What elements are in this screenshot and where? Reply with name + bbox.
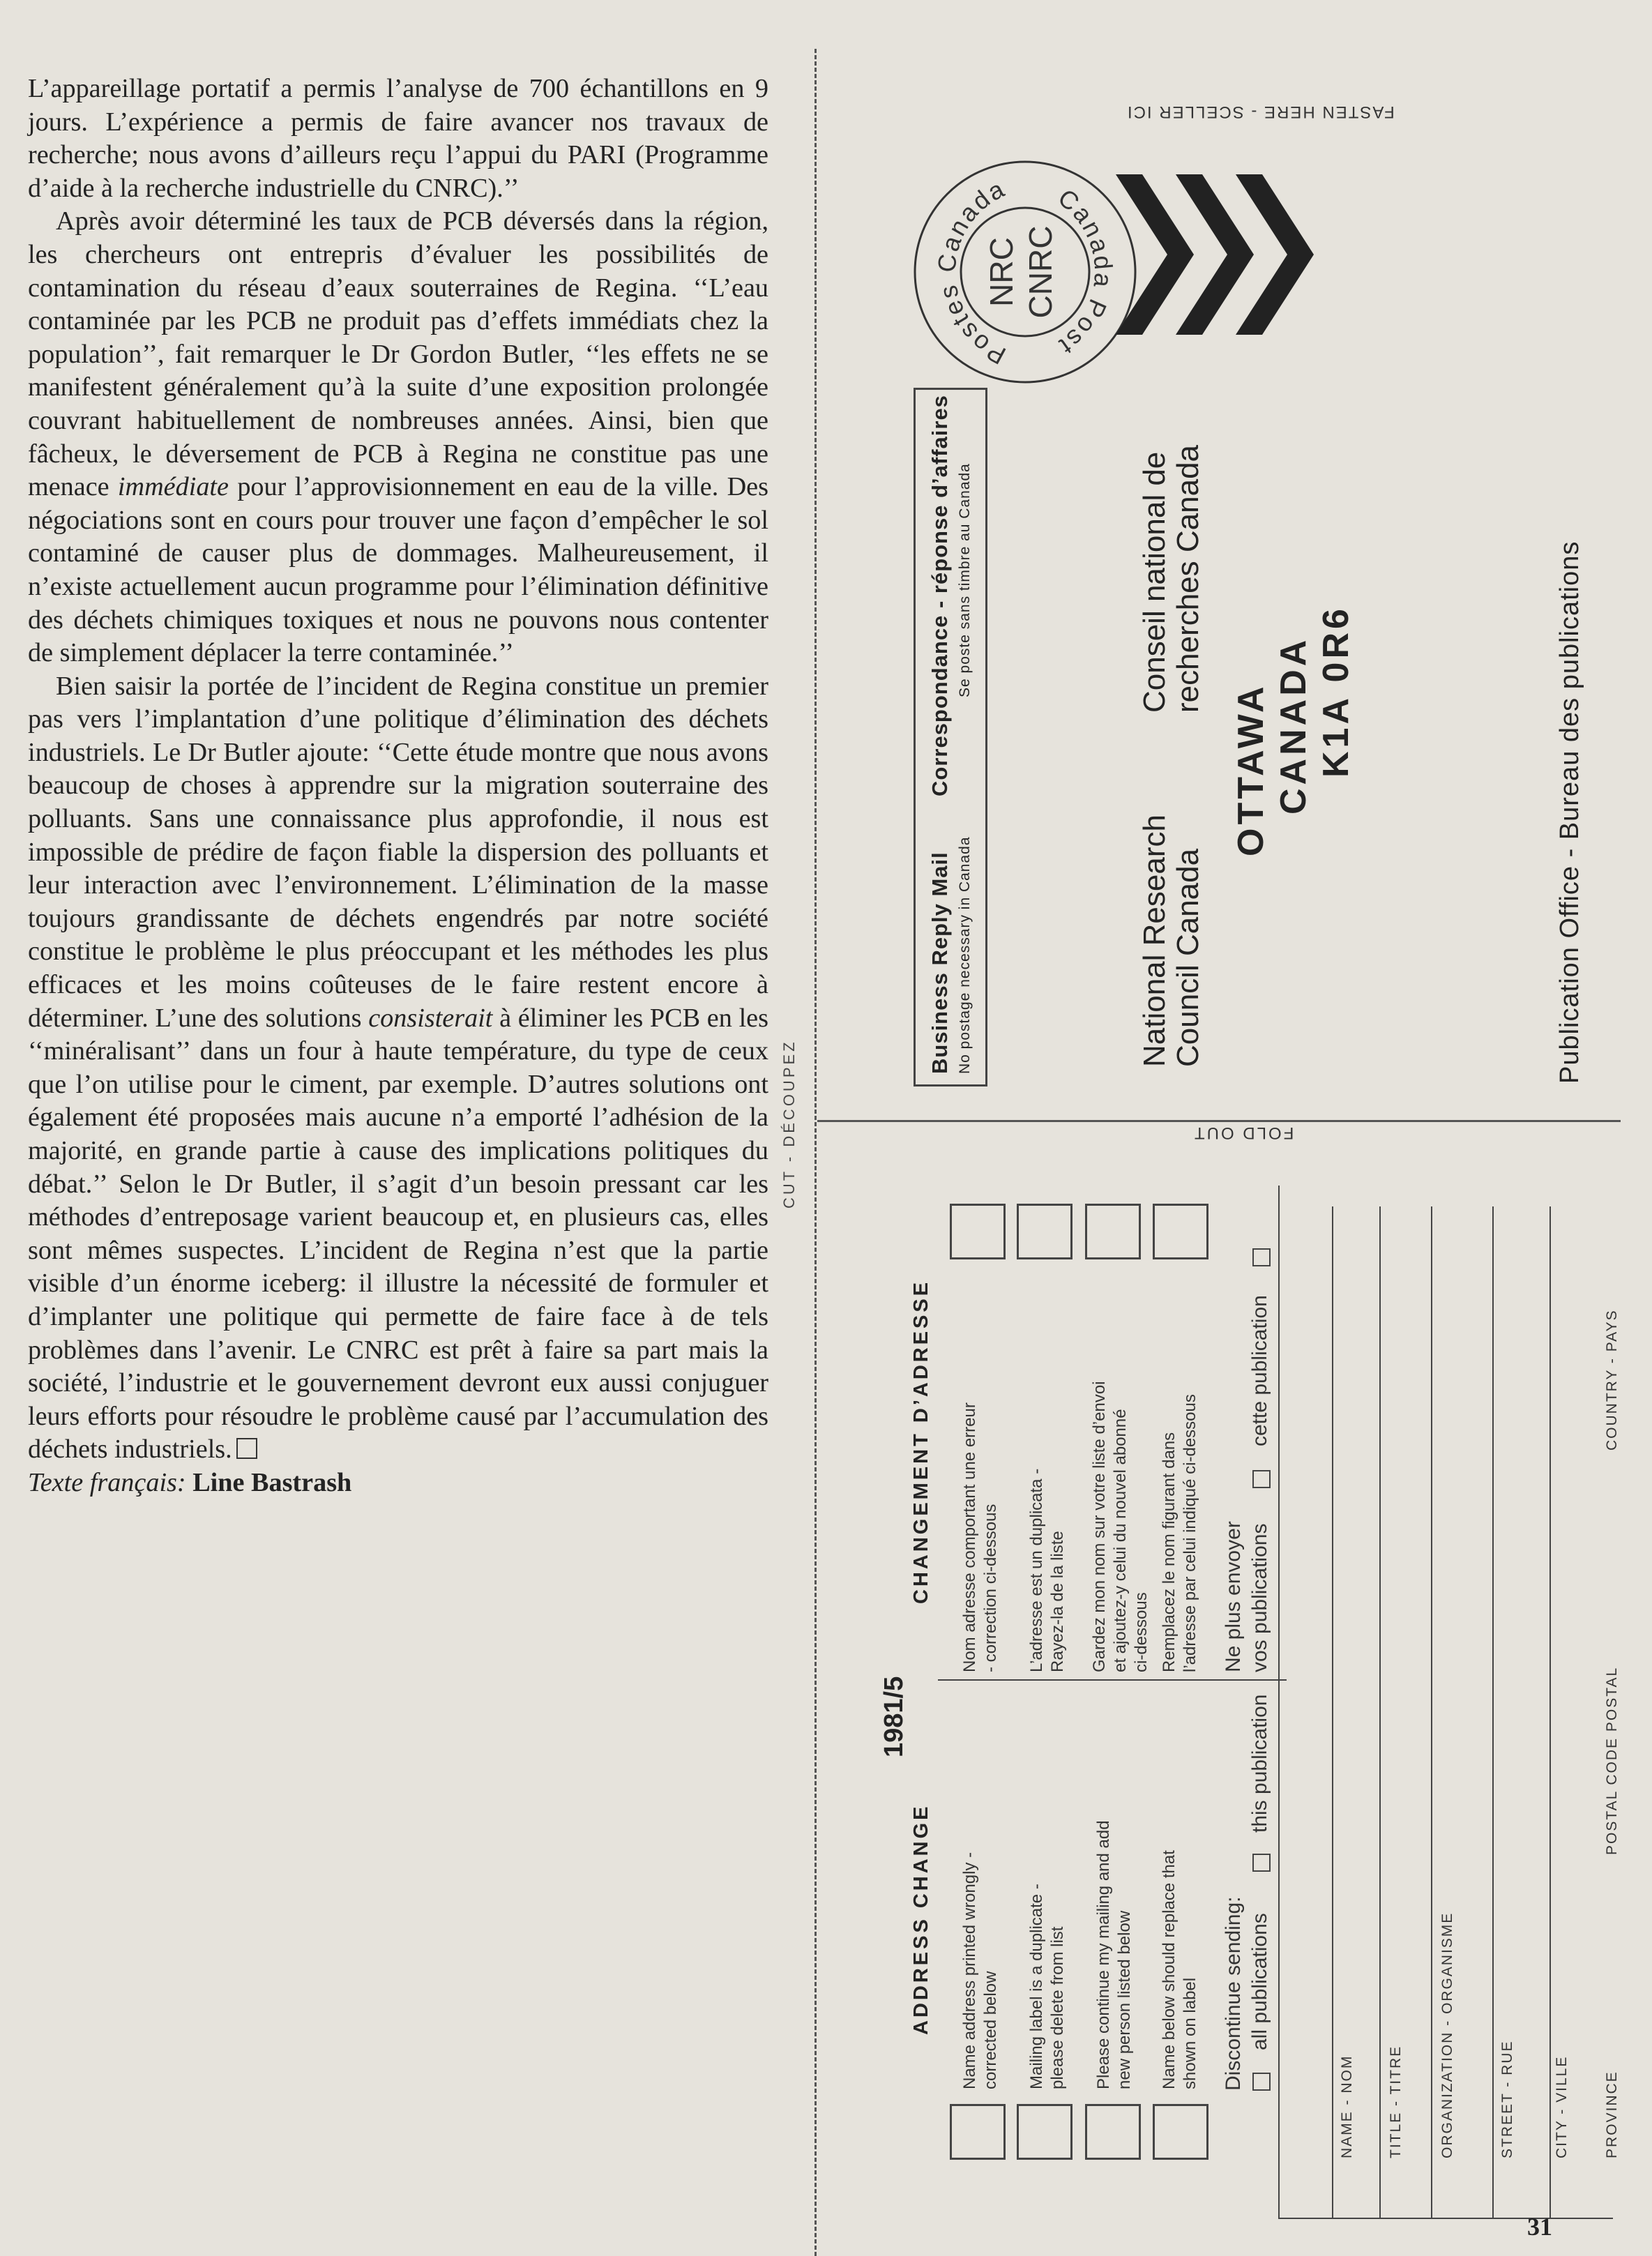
stamp-nrc: NRC	[983, 237, 1020, 307]
article-text: à éliminer les PCB en les ‘‘minéralisant’’ dans un four à haute température, du type de ceux que l’on utilise pour le ciment, par exemple. D’autres solutions ont également été proposées mais aucune n’a emporté l’adhésion de la majorité, en grande partie à cause des implications politiques du débat.’’ Selon le Dr Butler, il s’agit d’un besoin pressant car les méthodes d’entreposage varient beaucoup et, en plusieurs cas, elles sont mêmes suspectes. L’incident de Regina n’est que la partie visible d’un énorme iceberg: il illustre la nécessité de formuler et d’implanter une politique qui permette de faire face à de tels problèmes dans l’avenir. Le CNRC est prêt à faire sa part mais la société, l’industrie et le gouvernement devront eux aussi conjuguer leurs efforts pour résoudre le problème causé par l’accumulation des déchets industriels.	[28, 1003, 768, 1464]
option-line: Name address printed wrongly -	[960, 1852, 979, 2089]
option-fr-4-checkbox[interactable]	[1153, 1204, 1208, 1259]
page-number: 31	[1527, 2213, 1552, 2241]
form-field-line	[1332, 1206, 1333, 2218]
form-bottom-line	[1278, 2218, 1613, 2219]
option-line: Mailing label is a duplicate -	[1027, 1884, 1046, 2089]
field-street-label[interactable]: STREET - RUE	[1499, 2040, 1515, 2158]
form-issue-number: 1981/5	[879, 1676, 909, 1757]
discontinue-this-en-label: this publication	[1248, 1694, 1271, 1833]
option-fr-2-label	[1026, 1469, 1068, 1672]
stamp-bottom-text: Canada Post	[1052, 183, 1119, 362]
field-country-label[interactable]: COUNTRY - PAYS	[1604, 1309, 1620, 1451]
option-en-2-label	[1026, 1884, 1068, 2089]
option-line: Name below should replace that	[1160, 1850, 1179, 2089]
translation-credit	[28, 1467, 768, 1500]
field-postal-code-label[interactable]: POSTAL CODE POSTAL	[1604, 1666, 1620, 1855]
business-reply-fr-sub: Se poste sans timbre au Canada	[957, 463, 973, 697]
field-name-label[interactable]: NAME - NOM	[1339, 2054, 1355, 2158]
discontinue-this-fr-label: cette publication	[1248, 1295, 1271, 1446]
field-city-label[interactable]: CITY - VILLE	[1554, 2055, 1570, 2158]
option-fr-3-label	[1089, 1381, 1152, 1672]
article-paragraph-2	[28, 205, 768, 669]
stamp-cnrc: CNRC	[1022, 225, 1059, 319]
form-title-en: ADDRESS CHANGE	[910, 1803, 932, 2035]
option-line: corrected below	[981, 1971, 1000, 2089]
option-line: Remplacez le nom figurant dans	[1160, 1432, 1179, 1672]
form-field-line	[1278, 1186, 1280, 2218]
option-line: Rayez-la de la liste	[1048, 1531, 1067, 1672]
nrc-name-en-line2: Council Canada	[1171, 848, 1205, 1067]
form-field-line	[1492, 1206, 1494, 2218]
article-emphasis: immédiate	[117, 472, 229, 502]
publication-office: Publication Office - Bureau des publications	[1555, 540, 1584, 1084]
business-reply-fr: Correspondance - réponse d’affaires	[927, 395, 952, 796]
fold-out-label: FOLD OUT	[1192, 1123, 1294, 1142]
credit-label: Texte français:	[28, 1467, 186, 1497]
discontinue-all-fr-checkbox[interactable]	[1252, 1470, 1271, 1488]
business-reply-en: Business Reply Mail	[927, 851, 952, 1074]
option-en-4-checkbox[interactable]	[1153, 2104, 1208, 2160]
discontinue-this-en-checkbox[interactable]	[1252, 1854, 1271, 1872]
article-text: pour l’approvisionnement en eau de la ville. Des négociations sont en cours pour trouver une façon d’empêcher le sol contaminé de causer plus de dommages. Malheureusement, il n’existe actuellement aucun programme pour l’élimination définitive des déchets chimiques toxiques et nous ne pouvons nous contenter de simplement déplacer la terre contaminée.’’	[28, 472, 768, 668]
article-column	[28, 73, 768, 1500]
article-paragraph-3	[28, 670, 768, 1467]
discontinue-all-en-checkbox[interactable]	[1252, 2073, 1271, 2091]
option-en-3-label	[1093, 1820, 1135, 2089]
option-line: please delete from list	[1048, 1926, 1067, 2089]
article-text: Bien saisir la portée de l’incident de Regina constitue un premier pas vers l’implantation d’une politique d’élimination des déchets industriels. Le Dr Butler ajoute: ‘‘Cette étude montre que nous avons beaucoup de choses à apprendre sur la migration souterraine des polluants. Sans une connaissance plus approfondie, il nous est impossible de prédire de façon fiable la dispersion des polluants et leur interaction avec l’environnement. L’élimination de la masse toujours grandissante de déchets engendrés par notre société constitue le problème le plus préoccupant et les méthodes les plus efficaces et les moins coûteuses de le faire restent encore à déterminer. L’une des solutions	[28, 671, 768, 1033]
fasten-label: FASTEN HERE - SCELLER ICI	[1126, 103, 1395, 121]
business-reply-en-sub: No postage necessary in Canada	[957, 836, 973, 1074]
address-postal-code: K1A 0R6	[1316, 605, 1356, 778]
option-fr-4-label	[1159, 1394, 1201, 1672]
svg-text:Canada Post	[1053, 183, 1119, 361]
option-line: shown on label	[1181, 1977, 1199, 2089]
option-line: Please continue my mailing and add	[1094, 1820, 1113, 2089]
option-line: L’adresse est un duplicata -	[1027, 1468, 1046, 1672]
form-center-divider	[938, 1679, 1287, 1681]
option-en-2-checkbox[interactable]	[1017, 2104, 1073, 2160]
option-line: l’adresse par celui indiqué ci-dessous	[1181, 1394, 1199, 1672]
credit-name: Line Bastrash	[192, 1467, 352, 1497]
article-emphasis: consisterait	[368, 1003, 493, 1033]
form-title-fr: CHANGEMENT D’ADRESSE	[910, 1279, 932, 1604]
form-field-line	[1379, 1206, 1381, 2218]
fold-line	[817, 1120, 1621, 1122]
option-line: Gardez mon nom sur votre liste d’envoi	[1090, 1381, 1109, 1672]
cut-line	[814, 49, 817, 2256]
cut-label: CUT - DÉCOUPEZ	[780, 1039, 798, 1209]
nrc-name-fr-line1: Conseil national de	[1137, 451, 1172, 713]
field-title-label[interactable]: TITLE - TITRE	[1388, 2045, 1404, 2158]
postage-stamp	[907, 153, 1144, 391]
article-paragraph-1: L’appareillage portatif a permis l’analyse de 700 échantillons en 9 jours. L’expérience a permis de faire avancer nos travaux de recherche; nous avons d’ailleurs reçu l’appui du PARI (Programme d’aide à la recherche industrielle du CNRC).’’	[28, 74, 768, 203]
form-field-line	[1431, 1206, 1432, 2218]
option-en-3-checkbox[interactable]	[1085, 2104, 1141, 2160]
nrc-name-fr-line2: recherches Canada	[1171, 444, 1205, 713]
address-country: CANADA	[1273, 636, 1314, 815]
stamp-top-text: Postes Canada	[932, 173, 1010, 371]
nrc-name-en-line1: National Research	[1137, 815, 1172, 1067]
field-province-label[interactable]: PROVINCE	[1604, 2070, 1620, 2158]
discontinue-this-fr-checkbox[interactable]	[1252, 1248, 1271, 1266]
option-fr-3-checkbox[interactable]	[1085, 1204, 1141, 1259]
option-en-1-checkbox[interactable]	[950, 2104, 1006, 2160]
option-line: et ajoutez-y celui du nouvel abonné	[1111, 1409, 1130, 1672]
option-line: Nom adresse comportant une erreur	[960, 1402, 979, 1672]
option-fr-1-label	[960, 1402, 1001, 1672]
discontinue-en-label: Discontinue sending:	[1222, 1896, 1245, 2091]
form-field-line	[1549, 1206, 1551, 2218]
option-line: new person listed below	[1115, 1910, 1134, 2089]
discontinue-fr-label: Ne plus envoyer	[1222, 1521, 1245, 1672]
option-line: ci-dessous	[1132, 1592, 1151, 1672]
option-fr-1-checkbox[interactable]	[950, 1204, 1006, 1259]
discontinue-all-en-label: all publications	[1248, 1913, 1271, 2050]
article-text: Après avoir déterminé les taux de PCB déversés dans la région, les chercheurs ont entrepris d’évaluer les possibilités de contamination du réseau d’eaux souterraines de Regina. ‘‘L’eau contaminée par les PCB ne produit pas d’effets immédiats chez la population’’, fait remarquer le Dr Gordon Butler, ‘‘les effets ne se manifestent généralement qu’à la suite d’une exposition prolongée couvrant habituellement de nombreuses années. Ainsi, bien que fâcheux, le déversement de PCB à Regina ne constitue pas une menace	[28, 206, 768, 502]
option-fr-2-checkbox[interactable]	[1017, 1204, 1073, 1259]
end-of-article-box	[236, 1438, 257, 1459]
option-line: - correction ci-dessous	[981, 1504, 1000, 1672]
chevron-arrows-icon	[1116, 174, 1318, 335]
discontinue-all-fr-label: vos publications	[1248, 1523, 1271, 1672]
option-en-4-label	[1159, 1850, 1201, 2089]
address-city: OTTAWA	[1231, 683, 1271, 856]
field-organization-label[interactable]: ORGANIZATION - ORGANISME	[1439, 1911, 1455, 2158]
option-en-1-label	[960, 1852, 1001, 2089]
